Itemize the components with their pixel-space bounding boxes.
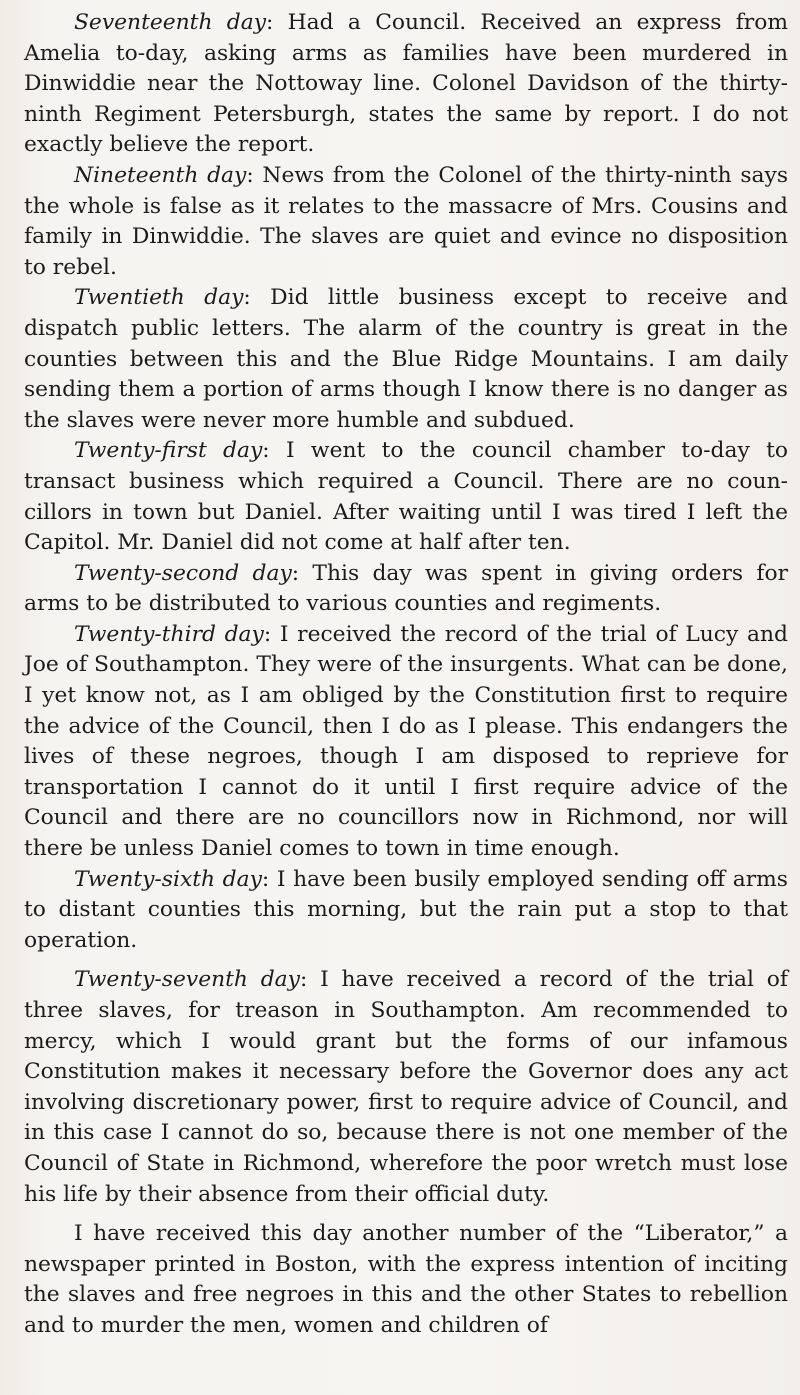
entry-text: : Did little business except to receive and dispatch public letters. The alarm of the country is great in the counties between this and the Blue Ridge Mountains. I am daily sending them a portion of arms though I know there is no danger as the slaves were never more humble and subdued. (24, 285, 788, 433)
diary-entry-liberator (24, 1219, 788, 1341)
entry-text: I have received this day another number of the “Liberator,” a newspaper printed in Boston, with the express intention of inciting the slaves and free negroes in this and the other States to rebellion and to murder the men, women and children of (24, 1221, 788, 1338)
entry-text: : I have received a record of the trial of three slaves, for treason in Southampton. Am recommended to mercy, which I would grant but the forms of our infamous Constitution makes it necessary before the Governor does any act involving discretionary power, first to require advice of Council, and in this case I cannot do so, because there is not one member of the Council of State in Richmond, wherefore the poor wretch must lose his life by their absence from their official duty. (24, 967, 788, 1207)
entry-text: : I have been busily employed sending off arms to distant counties this morning, but the rain put a stop to that operation. (24, 866, 788, 953)
entry-date-label: Seventeenth day (74, 10, 267, 35)
diary-entry-twenty-seventh-day (24, 965, 788, 1210)
entry-date-label: Twenty-sixth day (74, 866, 262, 892)
entry-date-label: Twenty-third day (74, 621, 264, 647)
diary-entry-nineteenth-day (24, 161, 788, 283)
diary-entry-seventeenth-day (24, 8, 788, 161)
entry-date-label: Twenty-first day (74, 438, 263, 464)
entry-text: : I received the record of the trial of Lucy and Joe of Southampton. They were of the insurgents. What can be done, I yet know not, as I am obliged by the Constitution first to require the advice of the Council, then I do as I please. This endangers the lives of these negroes, though I am disposed to reprieve for transportation I cannot do it until I first require advice of the Council and there are no councillors now in Richmond, nor will there be unless Daniel comes to town in time enough. (24, 621, 788, 862)
entry-text: : Had a Council. Received an express from Amelia to-day, asking arms as families have been murdered in Dinwiddie near the Nottoway line. Colonel Davidson of the thirty-ninth Regiment Petersburgh, states the same by report. I do not exactly believe the report. (24, 10, 788, 158)
entry-date-label: Twentieth day (74, 285, 244, 311)
diary-entry-twenty-sixth-day (24, 865, 788, 957)
diary-entry-twenty-first-day (24, 436, 788, 558)
diary-entry-twenty-second-day (24, 559, 788, 620)
entry-date-label: Nineteenth day (74, 162, 247, 188)
entry-text: : I went to the council chamber to-day to transact business which required a Council. There are no councillors in town but Daniel. After waiting until I was tired I left the Capitol. Mr. Daniel did not come at half after ten. (24, 438, 788, 556)
entry-date-label: Twenty-second day (74, 560, 292, 586)
entry-date-label: Twenty-seventh day (74, 967, 300, 993)
diary-entry-twenty-third-day (24, 620, 788, 865)
diary-text (24, 8, 788, 1342)
entry-text: : This day was spent in giving orders for arms to be distributed to various counties and regiments. (24, 560, 788, 617)
entry-text: : News from the Colonel of the thirty-ninth says the whole is false as it relates to the massacre of Mrs. Cousins and family in Dinwiddie. The slaves are quiet and evince no disposition to rebel. (24, 162, 788, 280)
diary-entry-twentieth-day (24, 283, 788, 436)
